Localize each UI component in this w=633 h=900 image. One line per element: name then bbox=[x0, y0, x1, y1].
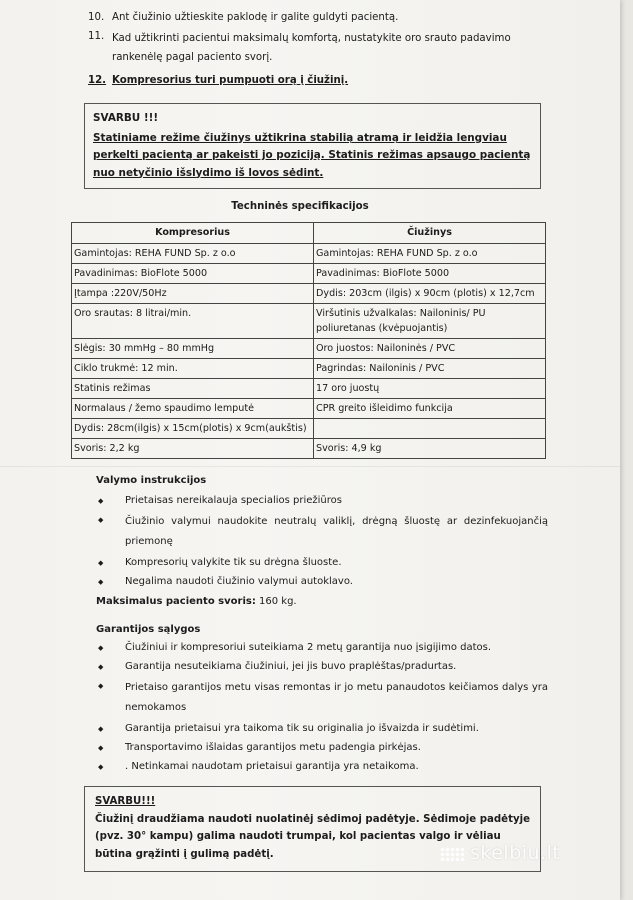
list-item bbox=[96, 555, 548, 571]
warranty-heading-section bbox=[96, 624, 200, 635]
list-item-text: Čiužiniui ir kompresoriui suteikiama 2 metų garantija nuo įsigijimo datos. bbox=[125, 642, 492, 653]
paper-fold bbox=[0, 466, 620, 467]
table-row bbox=[72, 379, 546, 399]
notice-body: Statiniame režime čiužinys užtikrina stabilią atramą ir leidžia lengviau perkelti pacientą ar pakeisti jo poziciją. Statinis režimas apsaugo pacientą nuo netyčinio išslydimo iš lovos sėdint. bbox=[93, 131, 531, 179]
table-header-row bbox=[72, 223, 546, 244]
list-item-text: Negalima naudoti čiužinio valymui autoklavo. bbox=[125, 576, 353, 587]
bullet-icon: ◆ bbox=[98, 725, 104, 733]
bullet-icon: ◆ bbox=[98, 516, 104, 524]
bullet-icon: ◆ bbox=[98, 763, 104, 771]
table-cell: Svoris: 2,2 kg bbox=[72, 439, 314, 459]
table-cell: Pagrindas: Nailoninis / PVC bbox=[314, 359, 546, 379]
cleaning-list bbox=[96, 493, 548, 593]
table-cell: Normalaus / žemo spaudimo lemputė bbox=[72, 399, 314, 419]
bullet-icon: ◆ bbox=[98, 559, 104, 567]
list-item bbox=[96, 721, 548, 737]
list-item-text: Prietaisas nereikalauja specialios priežiūros bbox=[125, 495, 342, 506]
list-item-text: Kompresorių valykite tik su drėgna šluoste. bbox=[125, 557, 342, 568]
table-cell: Gamintojas: REHA FUND Sp. z o.o bbox=[72, 244, 314, 264]
bullet-icon: ◆ bbox=[98, 663, 104, 671]
list-item-text: Čiužinio valymui naudokite neutralų valiklį, drėgną šluostę ar dezinfekuojančią priemonę bbox=[125, 516, 548, 547]
list-item-text: . Netinkamai naudotam prietaisui garantija yra netaikoma. bbox=[125, 761, 419, 772]
max-weight-label: Maksimalus paciento svoris: bbox=[96, 596, 256, 607]
cleaning-heading: Valymo instrukcijos bbox=[96, 475, 207, 486]
step-item bbox=[88, 10, 608, 26]
notice-heading: SVARBU !!! bbox=[93, 112, 159, 124]
table-row bbox=[72, 359, 546, 379]
table-cell: Gamintojas: REHA FUND Sp. z o.o bbox=[314, 244, 546, 264]
warranty-heading: Garantijos sąlygos bbox=[96, 624, 201, 635]
table-cell: Dydis: 28cm(ilgis) x 15cm(plotis) x 9cm(aukštis) bbox=[72, 419, 314, 439]
table-row bbox=[72, 304, 546, 339]
table-cell bbox=[314, 419, 546, 439]
table-cell: Slėgis: 30 mmHg – 80 mmHg bbox=[72, 339, 314, 359]
list-item bbox=[96, 678, 548, 718]
table-row bbox=[72, 439, 546, 459]
watermark-logo-icon bbox=[440, 847, 464, 861]
table-row bbox=[72, 419, 546, 439]
step-text: Kad užtikrinti pacientui maksimalų komfortą, nustatykite oro srauto padavimo rankenėlę pagal paciento svorį. bbox=[112, 33, 511, 63]
list-item bbox=[96, 740, 548, 756]
instruction-steps bbox=[88, 10, 608, 92]
list-item bbox=[96, 759, 548, 775]
warranty-list bbox=[96, 640, 548, 778]
bullet-icon: ◆ bbox=[98, 744, 104, 752]
column-header-mattress: Čiužinys bbox=[314, 223, 546, 244]
table-row bbox=[72, 244, 546, 264]
bullet-icon: ◆ bbox=[98, 644, 104, 652]
table-row bbox=[72, 284, 546, 304]
list-item bbox=[96, 640, 548, 656]
list-item-text: Garantija prietaisui yra taikoma tik su originalia jo išvaizda ir sudėtimi. bbox=[125, 723, 479, 734]
table-row bbox=[72, 339, 546, 359]
notice-body: Čiužinį draudžiama naudoti nuolatinėj sėdimoj padėtyje. Sėdimoje padėtyje (pvz. 30° kampu) galima naudoti trumpai, kol pacientas valgo ir vėliau būtina grąžinti į gulimą padėtį. bbox=[95, 813, 530, 860]
table-cell: Viršutinis užvalkalas: Nailoninis/ PU poliuretanas (kvėpuojantis) bbox=[314, 304, 546, 339]
table-row bbox=[72, 399, 546, 419]
step-number: 11. bbox=[88, 31, 105, 42]
watermark-text: skelbiu.lt bbox=[470, 842, 561, 864]
bullet-icon: ◆ bbox=[98, 682, 104, 690]
table-cell: Dydis: 203cm (ilgis) x 90cm (plotis) x 12,7cm bbox=[314, 284, 546, 304]
table-cell: Pavadinimas: BioFlote 5000 bbox=[72, 264, 314, 284]
step-item bbox=[88, 73, 608, 89]
list-item bbox=[96, 512, 548, 552]
step-text: Ant čiužinio užtieskite paklodę ir galite guldyti pacientą. bbox=[112, 12, 399, 23]
table-cell: Oro srautas: 8 litrai/min. bbox=[72, 304, 314, 339]
table-cell: Oro juostos: Nailoninės / PVC bbox=[314, 339, 546, 359]
spec-table bbox=[71, 222, 546, 459]
important-notice-box bbox=[84, 103, 541, 189]
column-header-compressor: Kompresorius bbox=[72, 223, 314, 244]
table-row bbox=[72, 264, 546, 284]
step-text: Kompresorius turi pumpuoti orą į čiužinį. bbox=[112, 75, 349, 86]
list-item-text: Prietaiso garantijos metu visas remontas ir jo metu panaudotos keičiamos dalys yra nemokamos bbox=[125, 682, 548, 713]
spec-title: Techninės specifikacijos bbox=[231, 201, 369, 212]
max-weight-line bbox=[96, 596, 297, 607]
table-cell: Ciklo trukmė: 12 min. bbox=[72, 359, 314, 379]
bullet-icon: ◆ bbox=[98, 497, 104, 505]
watermark bbox=[440, 842, 560, 864]
step-number: 12. bbox=[88, 75, 107, 86]
table-cell: CPR greito išleidimo funkcija bbox=[314, 399, 546, 419]
table-cell: Įtampa :220V/50Hz bbox=[72, 284, 314, 304]
cleaning-heading-section bbox=[96, 475, 206, 486]
list-item bbox=[96, 574, 548, 590]
table-cell: Svoris: 4,9 kg bbox=[314, 439, 546, 459]
list-item-text: Garantija nesuteikiama čiužiniui, jei jis buvo praplėštas/pradurtas. bbox=[125, 661, 457, 672]
list-item-text: Transportavimo išlaidas garantijos metu padengia pirkėjas. bbox=[125, 742, 421, 753]
max-weight-value: 160 kg. bbox=[259, 596, 297, 607]
list-item bbox=[96, 659, 548, 675]
notice-heading: SVARBU!!! bbox=[95, 796, 156, 807]
bullet-icon: ◆ bbox=[98, 578, 104, 586]
list-item bbox=[96, 493, 548, 509]
step-number: 10. bbox=[88, 12, 105, 23]
table-cell: Statinis režimas bbox=[72, 379, 314, 399]
table-cell: 17 oro juostų bbox=[314, 379, 546, 399]
table-cell: Pavadinimas: BioFlote 5000 bbox=[314, 264, 546, 284]
step-item bbox=[88, 29, 608, 67]
